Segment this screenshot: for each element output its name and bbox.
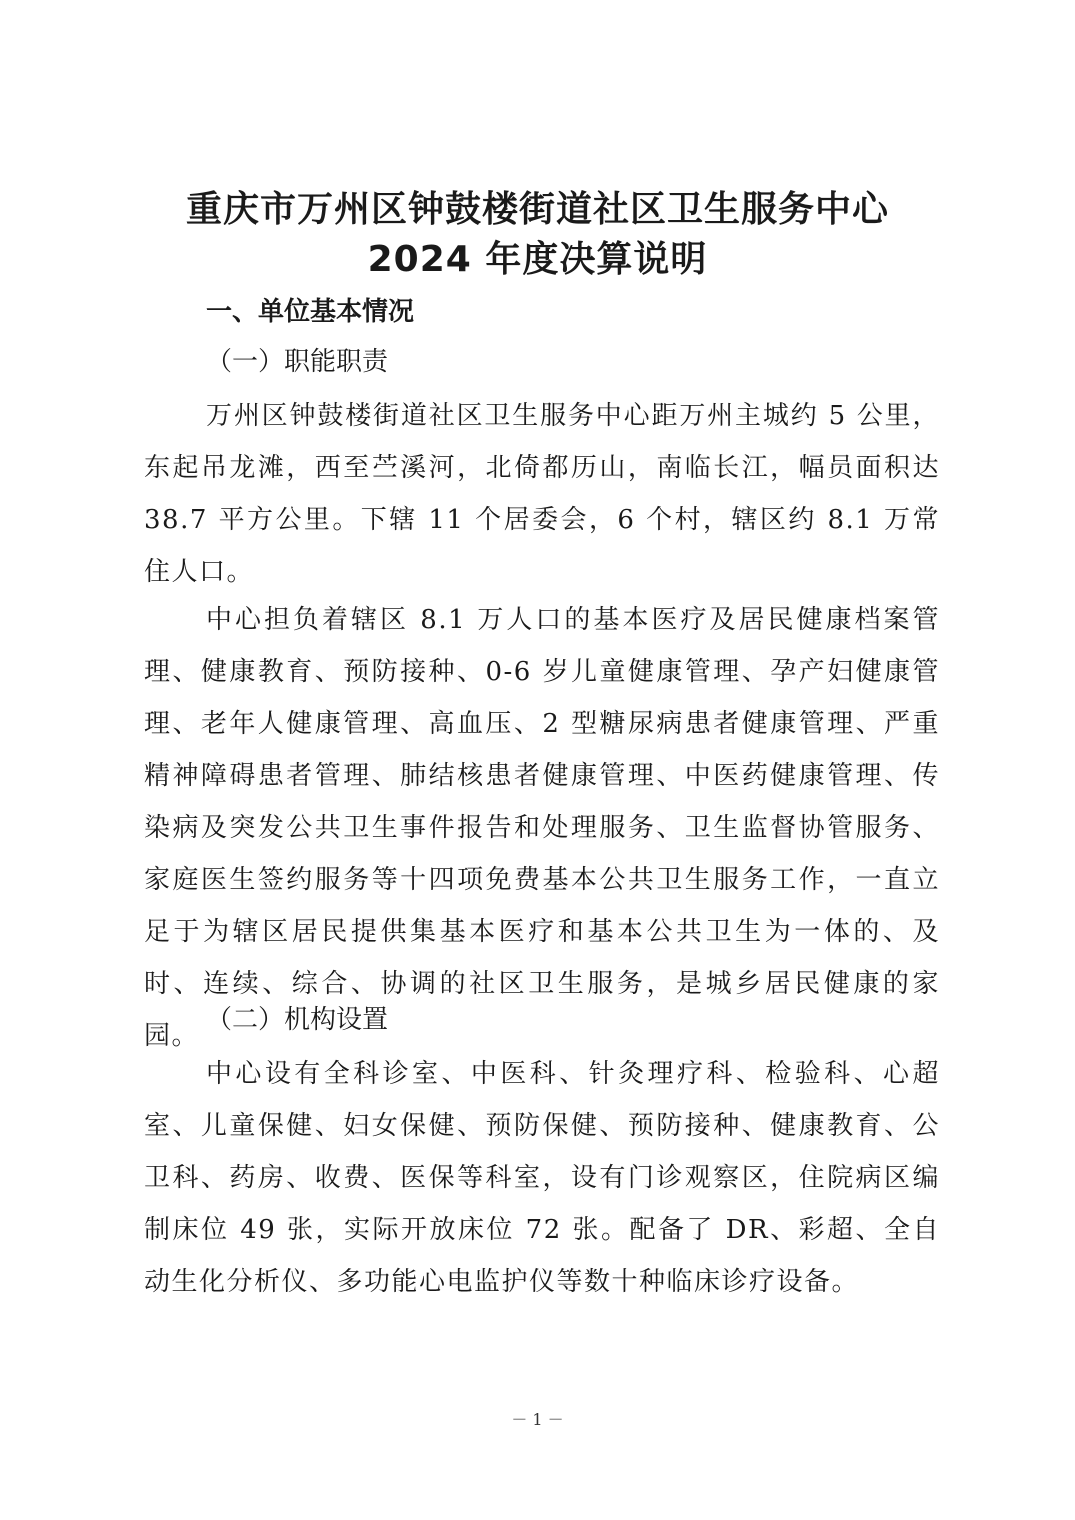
page-number: － 1 － [511, 1410, 564, 1429]
section-heading-basic-info: 一、单位基本情况 [206, 297, 415, 327]
paragraph-services: 中心担负着辖区 8.1 万人口的基本医疗及居民健康档案管理、健康教育、预防接种、0-6 岁儿童健康管理、孕产妇健康管理、老年人健康管理、高血压、2 型糖尿病患者健康管理、严重精神障碍患者管理、肺结核患者健康管理、中医药健康管理、传染病及突发公共卫生事件报告和处理服务、卫生监督协管服务、家庭医生签约服务等十四项免费基本公共卫生服务工作，一直立足于为辖区居民提供集基本医疗和基本公共卫生为一体的、及时、连续、综合、协调的社区卫生服务，是城乡居民健康的家园。 [144, 605, 940, 1051]
subsection-heading-organization: （二）机构设置 [206, 1005, 389, 1035]
paragraph-departments: 中心设有全科诊室、中医科、针灸理疗科、检验科、心超室、儿童保健、妇女保健、预防保健、预防接种、健康教育、公卫科、药房、收费、医保等科室，设有门诊观察区，住院病区编制床位 49 张，实际开放床位 72 张。配备了 DR、彩超、全自动生化分析仪、多功能心电监护仪等数十种临床诊疗设备。 [144, 1059, 940, 1297]
subsection-heading-functions: （一）职能职责 [206, 347, 389, 377]
paragraph-location: 万州区钟鼓楼街道社区卫生服务中心距万州主城约 5 公里，东起吊龙滩，西至苎溪河，北倚都历山，南临长江，幅员面积达 38.7 平方公里。下辖 11 个居委会，6 个村，辖区约 8.1 万常住人口。 [144, 401, 940, 587]
document-title-line1: 重庆市万州区钟鼓楼街道社区卫生服务中心 [185, 189, 889, 230]
document-title-line2: 2024 年度决算说明 [367, 239, 708, 280]
